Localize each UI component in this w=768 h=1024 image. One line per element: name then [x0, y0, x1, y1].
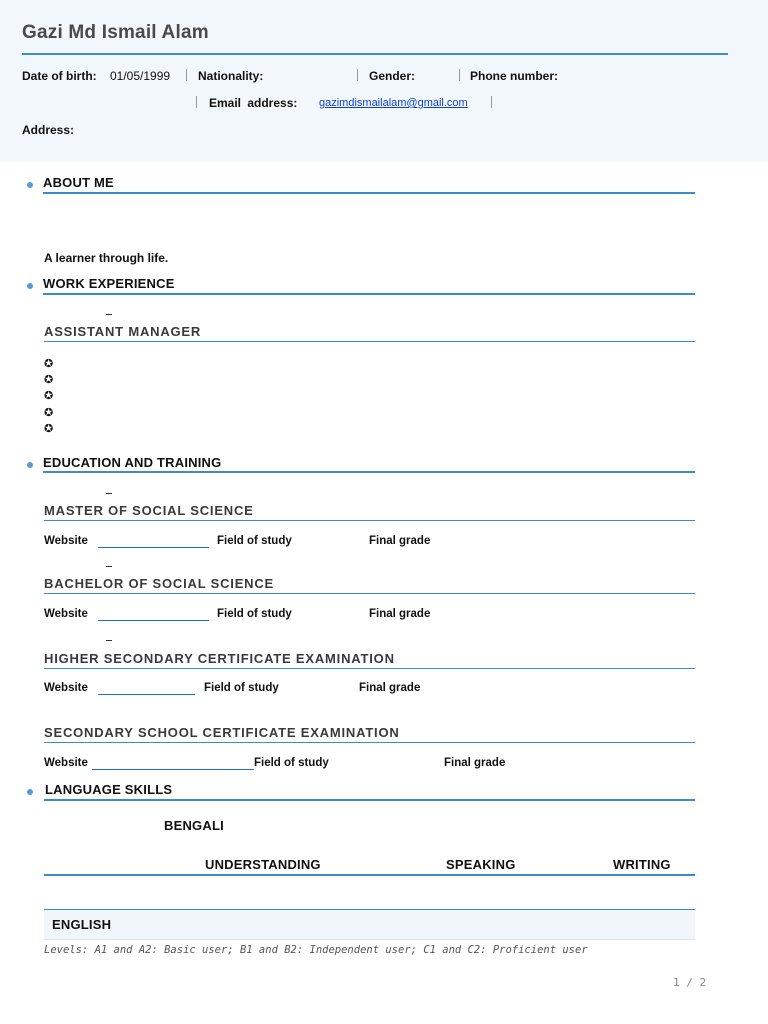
website-underline — [92, 769, 254, 770]
dob-value: 01/05/1999 — [110, 69, 171, 83]
field-of-study-label: Field of study — [217, 535, 292, 547]
website-underline — [98, 694, 195, 695]
degree-divider — [44, 593, 695, 594]
phone-label: Phone number: — [470, 69, 559, 83]
nationality-label: Nationality: — [198, 69, 264, 83]
date-dash — [106, 314, 112, 315]
website-label: Website — [44, 608, 88, 620]
about-divider — [43, 192, 695, 194]
degree-title: BACHELOR OF SOCIAL SCIENCE — [44, 576, 275, 591]
website-label: Website — [44, 682, 88, 694]
mother-tongue: BENGALI — [164, 818, 224, 833]
levels-note: Levels: A1 and A2: Basic user; B1 and B2: Independent user; C1 and C2: Proficient user — [44, 944, 588, 956]
address-label: Address: — [22, 123, 75, 137]
dob-label: Date of birth: — [22, 69, 97, 83]
date-dash — [106, 493, 112, 494]
page-number: 1 / 2 — [673, 976, 707, 989]
date-dash — [106, 566, 112, 567]
section-bullet — [27, 789, 33, 795]
final-grade-label: Final grade — [444, 757, 506, 769]
language-divider — [44, 799, 695, 801]
final-grade-label: Final grade — [359, 682, 421, 694]
final-grade-label: Final grade — [369, 535, 431, 547]
separator — [357, 69, 358, 81]
section-bullet — [27, 182, 33, 188]
bullet-star-icon: ✪ — [44, 423, 54, 435]
job-title: ASSISTANT MANAGER — [44, 324, 202, 339]
separator — [196, 96, 197, 108]
date-dash — [106, 640, 112, 641]
email-label: Email address: — [209, 96, 298, 110]
section-bullet — [27, 283, 33, 289]
separator — [491, 96, 492, 108]
website-label: Website — [44, 757, 88, 769]
degree-title: HIGHER SECONDARY CERTIFICATE EXAMINATION — [44, 651, 395, 666]
language-table-divider — [44, 874, 695, 876]
col-writing: WRITING — [613, 857, 671, 872]
separator — [186, 69, 187, 81]
website-label: Website — [44, 535, 88, 547]
field-of-study-label: Field of study — [254, 757, 329, 769]
degree-title: SECONDARY SCHOOL CERTIFICATE EXAMINATION — [44, 725, 400, 740]
other-language: ENGLISH — [52, 917, 112, 932]
email-link[interactable]: gazimdismailalam@gmail.com — [319, 97, 468, 109]
about-text: A learner through life. — [44, 251, 169, 265]
about-title: ABOUT ME — [43, 175, 114, 190]
bullet-star-icon: ✪ — [44, 358, 54, 370]
header-divider — [22, 53, 728, 55]
website-underline — [98, 547, 209, 548]
degree-title: MASTER OF SOCIAL SCIENCE — [44, 503, 254, 518]
education-title: EDUCATION AND TRAINING — [43, 455, 222, 470]
bullet-star-icon: ✪ — [44, 390, 54, 402]
degree-divider — [44, 742, 695, 743]
degree-divider — [44, 520, 695, 521]
final-grade-label: Final grade — [369, 608, 431, 620]
col-speaking: SPEAKING — [446, 857, 516, 872]
gender-label: Gender: — [369, 69, 416, 83]
website-underline — [98, 620, 209, 621]
education-divider — [43, 471, 695, 473]
separator — [459, 69, 460, 81]
work-divider — [43, 293, 695, 295]
field-of-study-label: Field of study — [204, 682, 279, 694]
col-understanding: UNDERSTANDING — [205, 857, 321, 872]
language-row-english — [44, 909, 695, 940]
bullet-star-icon: ✪ — [44, 374, 54, 386]
field-of-study-label: Field of study — [217, 608, 292, 620]
degree-divider — [44, 668, 695, 669]
bullet-star-icon: ✪ — [44, 407, 54, 419]
language-title: LANGUAGE SKILLS — [45, 782, 173, 797]
work-title: WORK EXPERIENCE — [43, 276, 175, 291]
section-bullet — [27, 462, 33, 468]
job-divider — [44, 341, 695, 342]
person-name: Gazi Md Ismail Alam — [22, 22, 209, 43]
